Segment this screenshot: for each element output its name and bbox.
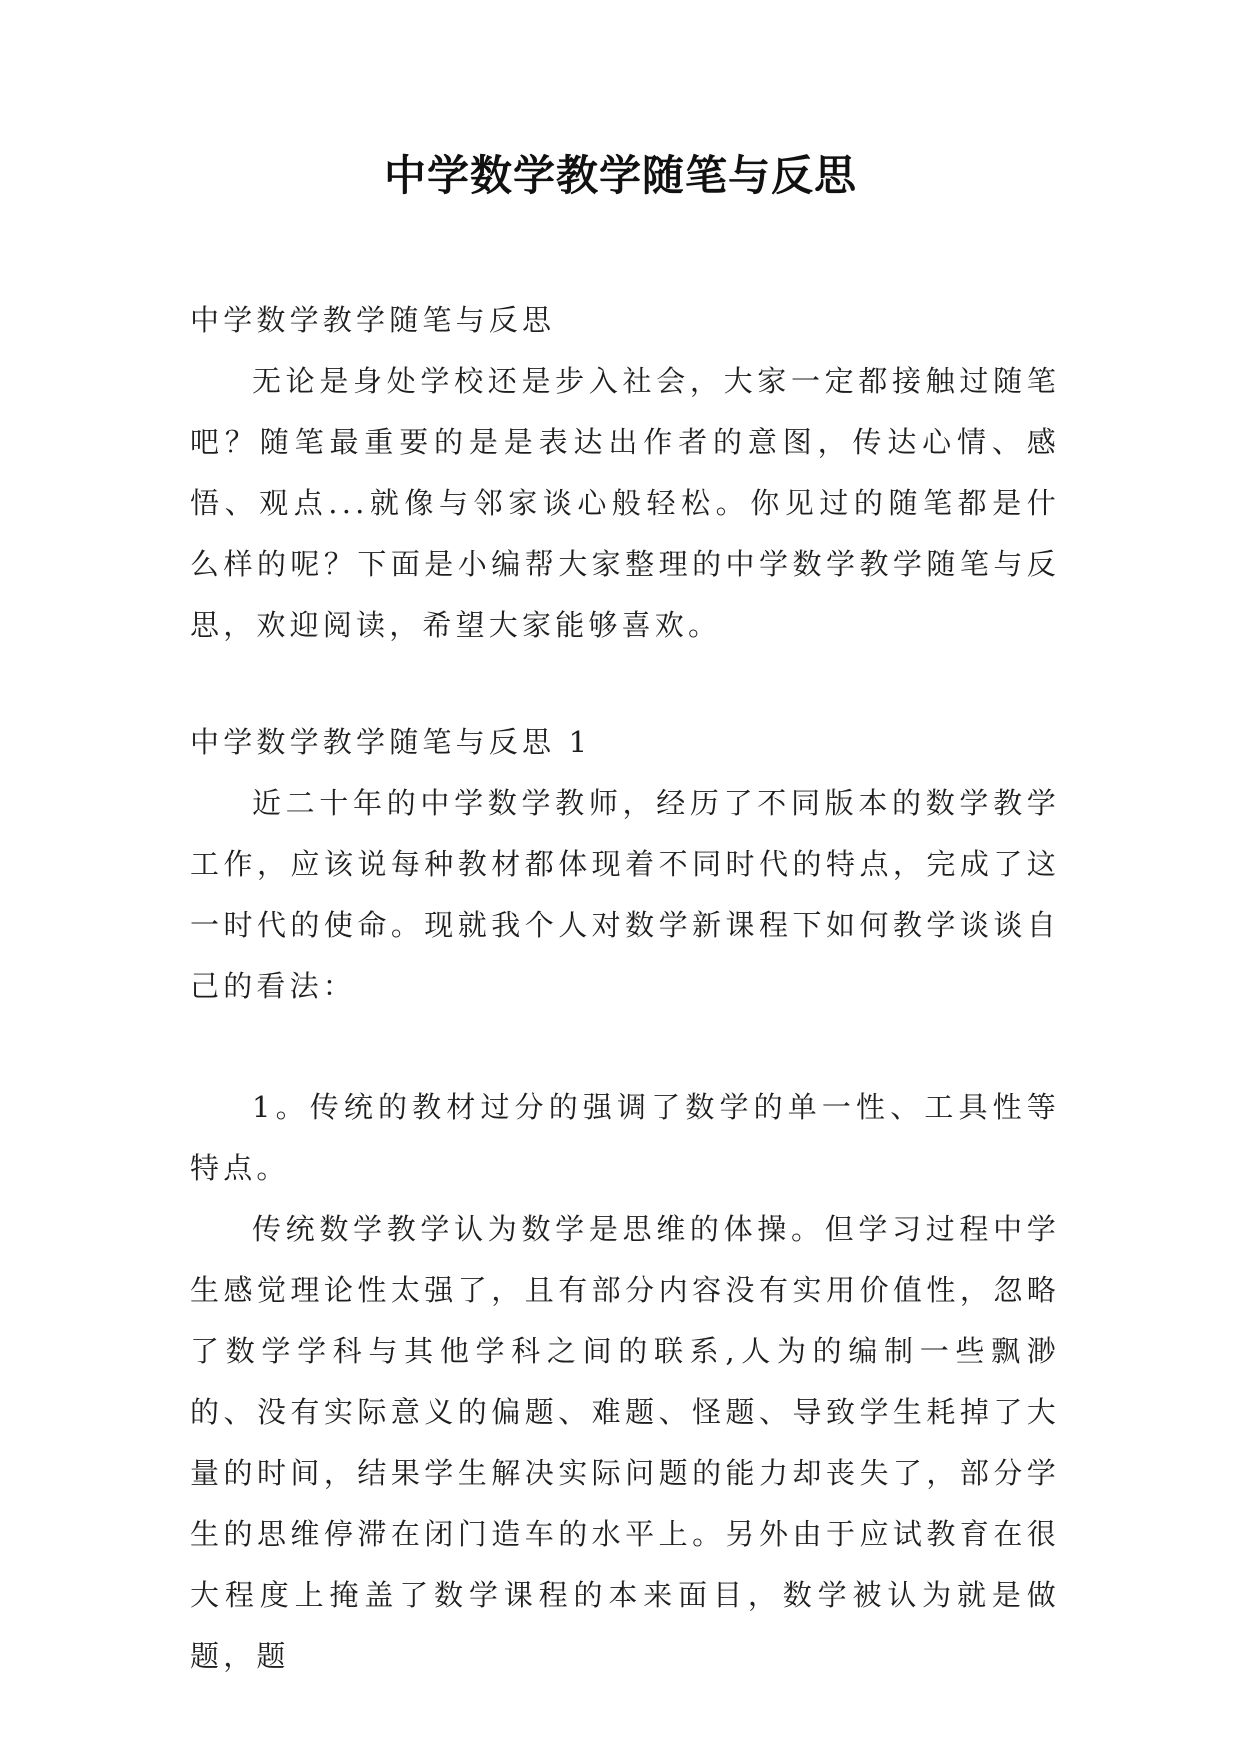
point-1: 1。传统的教材过分的强调了数学的单一性、工具性等特点。: [190, 1090, 1060, 1185]
document-body: [190, 290, 1060, 1687]
section-1-paragraph-1: 近二十年的中学数学教师，经历了不同版本的数学教学工作，应该说每种教材都体现着不同时代的特点，完成了这一时代的使命。现就我个人对数学新课程下如何教学谈谈自己的看法：: [190, 786, 1060, 1003]
subheading: 中学数学教学随笔与反思: [190, 303, 556, 337]
section-1-heading: 中学数学教学随笔与反思 1: [190, 725, 592, 759]
section-1-paragraph-2: 传统数学教学认为数学是思维的体操。但学习过程中学生感觉理论性太强了，且有部分内容没有实用价值性，忽略了数学学科与其他学科之间的联系,人为的编制一些飘渺的、没有实际意义的偏题、难题、怪题、导致学生耗掉了大量的时间，结果学生解决实际问题的能力却丧失了，部分学生的思维停滞在闭门造车的水平上。另外由于应试教育在很大程度上掩盖了数学课程的本来面目，数学被认为就是做题，题: [190, 1212, 1060, 1673]
intro-paragraph: 无论是身处学校还是步入社会，大家一定都接触过随笔吧？随笔最重要的是是表达出作者的意图，传达心情、感悟、观点...就像与邻家谈心般轻松。你见过的随笔都是什么样的呢？下面是小编帮大家整理的中学数学教学随笔与反思，欢迎阅读，希望大家能够喜欢。: [190, 364, 1060, 642]
document-title: 中学数学教学随笔与反思: [383, 151, 857, 200]
